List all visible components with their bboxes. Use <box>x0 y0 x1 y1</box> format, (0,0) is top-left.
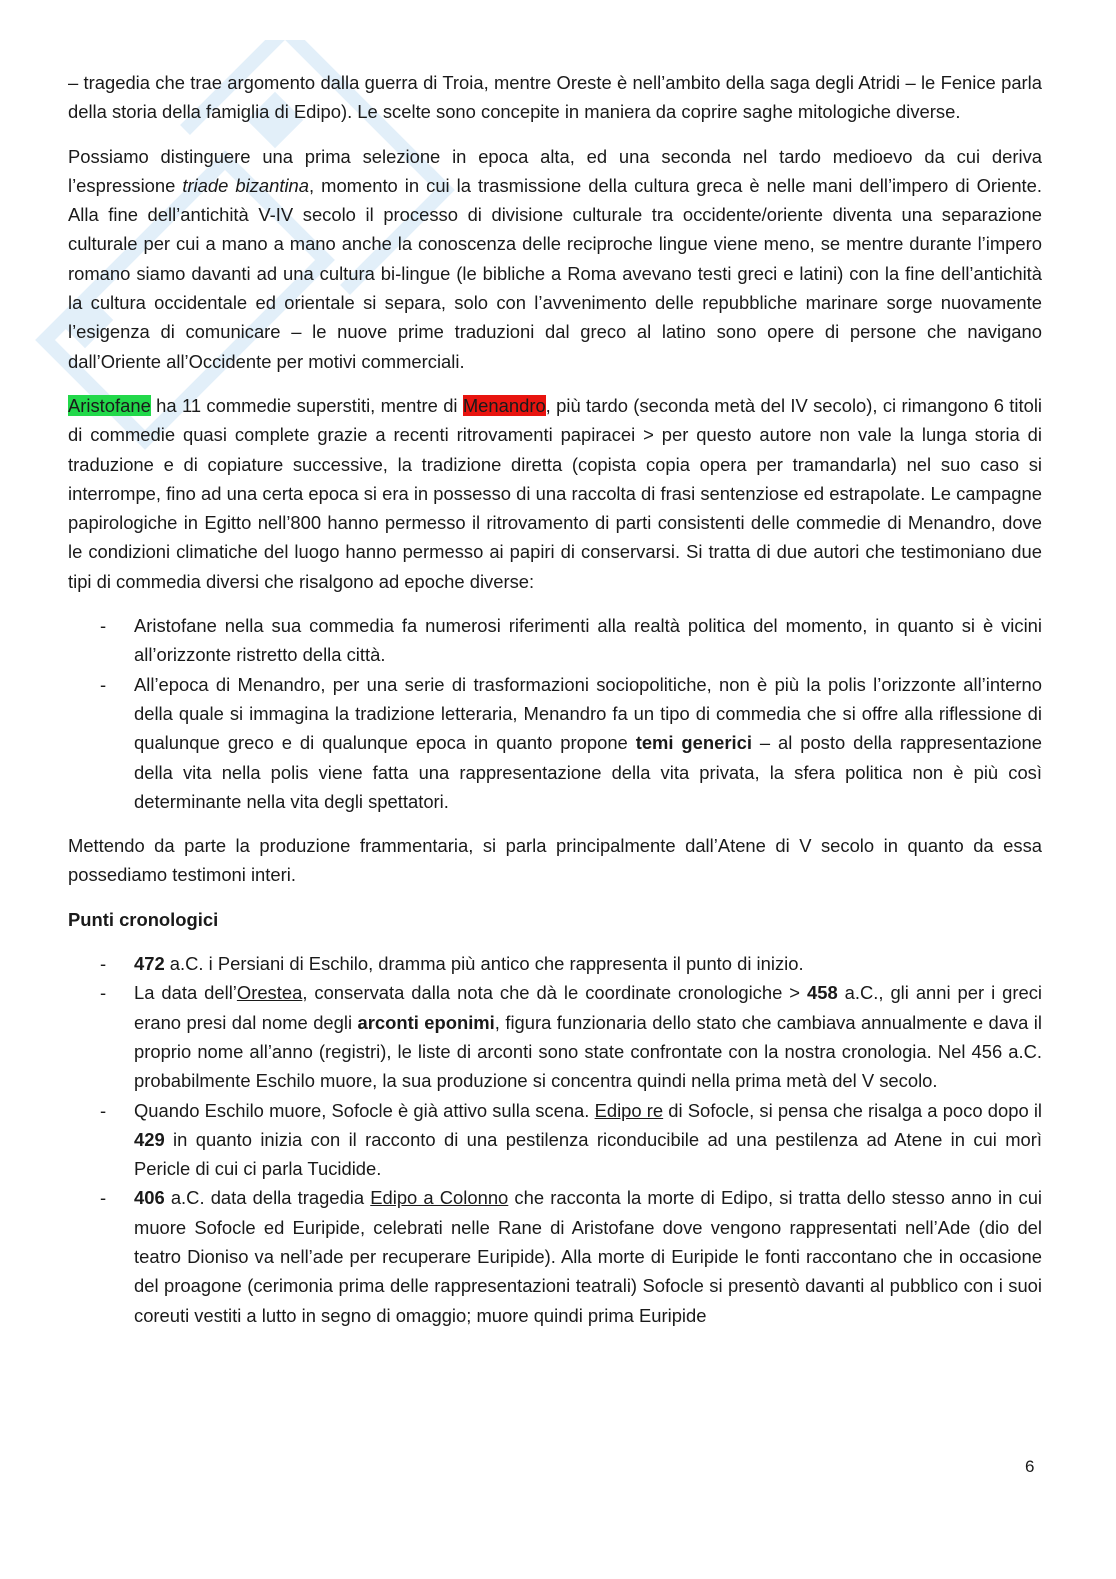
list-item: - Quando Eschilo muore, Sofocle è già attivo sulla scena. Edipo re di Sofocle, si pensa che risalga a poco dopo il 429 in quanto inizia con il racconto di una pestilenza riconducibile ad una pestilenza ad Atene in cui morì Pericle di cui ci parla Tucidide. <box>68 1096 1042 1184</box>
list-item: - All’epoca di Menandro, per una serie di trasformazioni sociopolitiche, non è più la polis l’orizzonte all’interno della quale si immagina la tradizione letteraria, Menandro fa un tipo di commedia che si offre alla riflessione di qualunque greco e di qualunque epoca in quanto propone temi generici – al posto della rappresentazione della vita nella polis viene fatta una rappresentazione della vita privata, la sfera politica non è più così determinante nella vita degli spettatori. <box>68 670 1042 816</box>
paragraph-atene: Mettendo da parte la produzione frammentaria, si parla principalmente dall’Atene di V secolo in quanto da essa possediamo testimoni interi. <box>68 835 1042 886</box>
authors-list <box>68 611 1042 816</box>
bullet-dash: - <box>100 1187 107 1209</box>
section-heading: Punti cronologici <box>68 908 219 930</box>
list-item: - La data dell’Orestea, conservata dalla nota che dà le coordinate cronologiche > 458 a.C., gli anni per i greci erano presi dal nome degli arconti eponimi, figura funzionaria dello stato che cambiava annualmente e dava il proprio nome all’anno (registri), le liste di arconti sono state confrontate con la nostra cronologia. Nel 456 a.C. probabilmente Eschilo muore, la sua produzione si concentra quindi nella prima metà del V secolo. <box>68 978 1042 1095</box>
triade-bizantina-term: triade bizantina <box>182 174 309 196</box>
list-item: - 472 a.C. i Persiani di Eschilo, dramma più antico che rappresenta il punto di inizio. <box>68 949 1042 978</box>
list-item: - Aristofane nella sua commedia fa numerosi riferimenti alla realtà politica del momento, in quanto si è vicini all’orizzonte ristretto della città. <box>68 611 1042 670</box>
page-number: 6 <box>1025 1457 1035 1476</box>
aristofane-highlight: Aristofane <box>68 394 151 416</box>
bullet-dash: - <box>100 1099 107 1121</box>
bullet-dash: - <box>100 953 107 975</box>
bullet-dash: - <box>100 982 107 1004</box>
bullet-dash: - <box>100 673 107 695</box>
menandro-highlight: Menandro <box>462 394 546 416</box>
paragraph-triade: Possiamo distinguere una prima selezione in epoca alta, ed una seconda nel tardo medioevo da cui deriva l’espressione triade bizantina, momento in cui la trasmissione della cultura greca è nelle mani dell’impero di Oriente. Alla fine dell’antichità V-IV secolo il processo di divisione culturale tra occidente/oriente diventa una separazione culturale per cui a mano a mano anche la conoscenza delle reciproche lingue viene meno, se mentre durante l’impero romano siamo davanti ad una cultura bi-lingue (le bibliche a Roma avevano testi greci e latini) con la fine dell’antichità la cultura occidentale ed orientale si separa, solo con l’avvenimento delle repubbliche marinare sorge nuovamente l’esigenza di comunicare – le nuove prime traduzioni dal greco al latino sono opere di persone che navigano dall’Oriente all’Occidente per motivi commerciali. <box>68 145 1042 372</box>
list-item: - 406 a.C. data della tragedia Edipo a Colonno che racconta la morte di Edipo, si tratta dello stesso anno in cui muore Sofocle ed Euripide, celebrati nelle Rane di Aristofane dove vengono rappresentati nell’Ade (dio del teatro Dioniso va nell’ade per recuperare Euripide). Alla morte di Euripide le fonti raccontano che in occasione del proagone (cerimonia prima delle rappresentazioni teatrali) Sofocle si presentò davanti al pubblico con i suoi coreuti vestiti a lutto in segno di omaggio; muore quindi prima Euripide <box>68 1183 1042 1329</box>
paragraph-intro: – tragedia che trae argomento dalla guerra di Troia, mentre Oreste è nell’ambito della saga degli Atridi – le Fenice parla della storia della famiglia di Edipo). Le scelte sono concepite in maniera da coprire saghe mitologiche diverse. <box>68 72 1042 123</box>
page-content <box>68 68 1042 1345</box>
bullet-dash: - <box>100 615 107 637</box>
chronology-list <box>68 949 1042 1330</box>
paragraph-commedia: Aristofane ha 11 commedie superstiti, mentre di Menandro, più tardo (seconda metà del IV secolo), ci rimangono 6 titoli di commedie quasi complete grazie a recenti ritrovamenti papiracei > per questo autore non vale la lunga storia di traduzione e di copiature successive, la tradizione diretta (copista copia opera per tramandarla) nel suo caso si interrompe, fino ad una certa epoca si era in possesso di una raccolta di frasi sentenziose ed estrapolate. Le campagne papirologiche in Egitto nell’800 hanno permesso il ritrovamento di parti consistenti delle commedie di Menandro, dove le condizioni climatiche del luogo hanno permesso ai papiri di conservarsi. Si tratta di due autori che testimoniano due tipi di commedia diversi che risalgono ad epoche diverse: <box>68 394 1042 592</box>
